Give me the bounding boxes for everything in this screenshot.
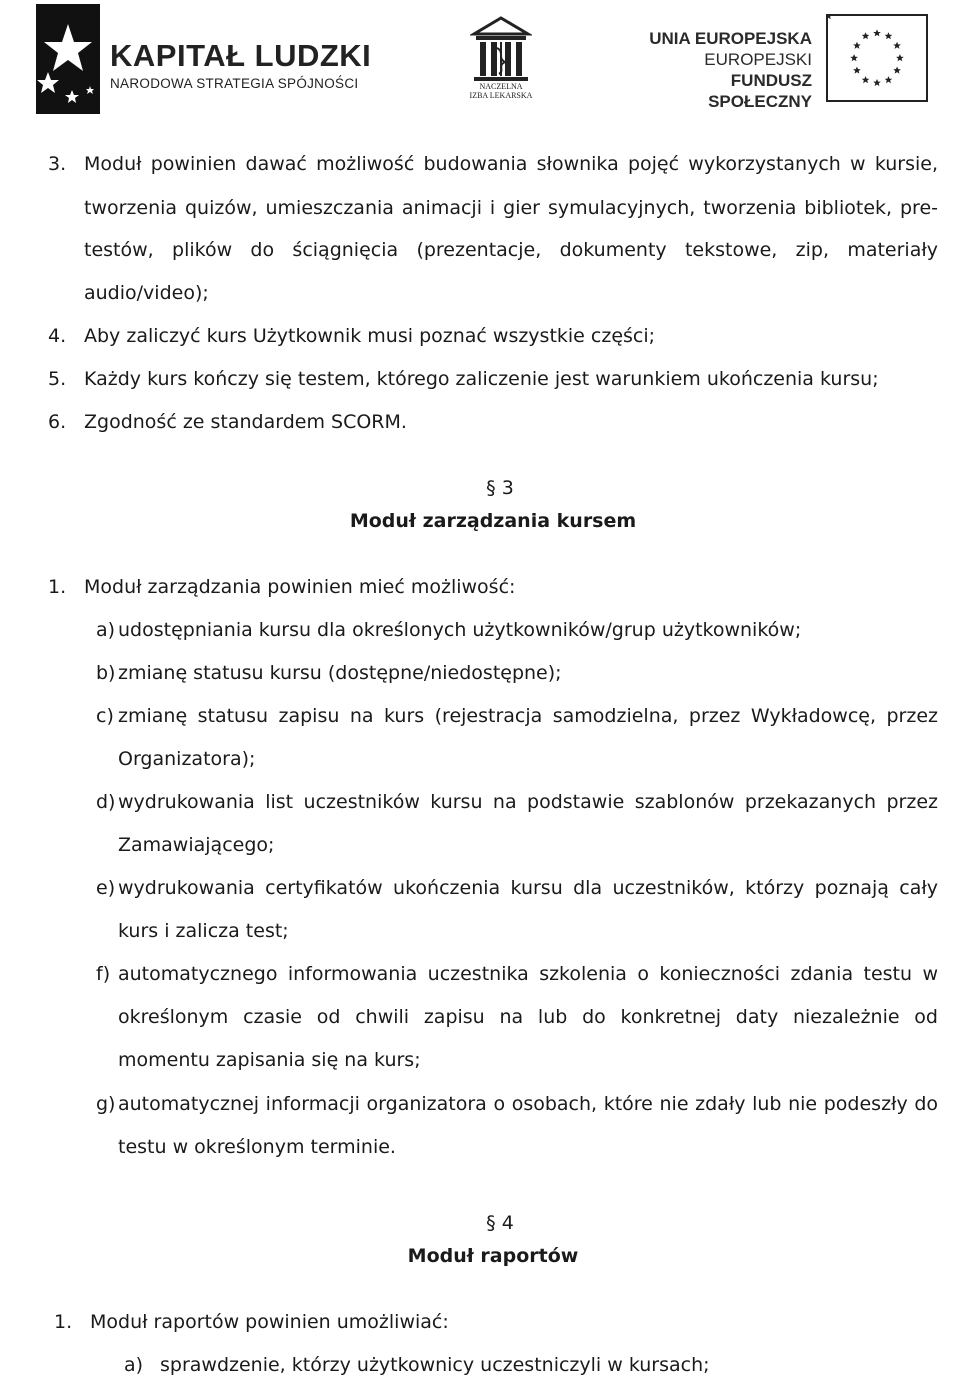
list-item-text: Moduł zarządzania powinien mieć możliwość: [84,576,516,598]
list-item-text: testów, plików do ściągnięcia (prezentacje, dokumenty tekstowe, zip, materiały [84,239,938,261]
sublist-item-text: automatycznego informowania uczestnika szkolenia o konieczności zdania testu w [118,963,938,985]
nil-caption-line: IZBA LEKARSKA [469,91,533,100]
unia-europejska-wordmark [640,28,812,112]
sublist-item-text: udostępniania kursu dla określonych użytkowników/grup użytkowników; [118,619,802,641]
sublist-item-text: zmianę statusu kursu (dostępne/niedostępne); [118,662,562,684]
kapital-ludzki-logo-icon [28,2,100,114]
section-title: Moduł raportów [407,1245,579,1267]
list-item-text: tworzenia quizów, umieszczania animacji i gier symulacyjnych, tworzenia bibliotek, pre- [84,197,938,219]
list-number: 5. [48,368,67,390]
list-item-text: Moduł raportów powinien umożliwiać: [90,1311,449,1333]
sublist-letter: c) [96,705,114,727]
ue-line-1: UNIA EUROPEJSKA [649,29,812,48]
sublist-letter: d) [96,791,116,813]
ue-line-3: FUNDUSZ SPOŁECZNY [708,71,812,111]
page-header [0,0,960,118]
sublist-letter: f) [96,963,111,985]
sublist-letter: a) [96,619,116,641]
list-item-text: Zgodność ze standardem SCORM. [84,411,407,433]
sublist-letter: b) [96,662,116,684]
sublist-letter: a) [124,1354,144,1376]
list-number: 1. [48,576,67,598]
sublist-item-text: wydrukowania certyfikatów ukończenia kursu dla uczestników, którzy poznają cały [118,877,938,899]
list-number: 4. [48,325,67,347]
sublist-item-text: sprawdzenie, którzy użytkownicy uczestniczyli w kursach; [160,1354,710,1376]
list-item-text: Każdy kurs kończy się testem, którego zaliczenie jest warunkiem ukończenia kursu; [84,368,879,390]
sublist-item-text: określonym czasie od chwili zapisu na lub do konkretnej daty niezależnie od [118,1006,938,1028]
sublist-item-text: Organizatora); [118,748,256,770]
sublist-item-text: zmianę statusu zapisu na kurs (rejestracja samodzielna, przez Wykładowcę, przez [118,705,938,727]
sublist-letter: e) [96,877,116,899]
kapital-ludzki-title: KAPITAŁ LUDZKI [110,38,372,73]
eu-flag-icon [826,14,928,102]
sublist-item-text: Zamawiającego; [118,834,275,856]
sublist-item-text: wydrukowania list uczestników kursu na podstawie szablonów przekazanych przez [118,791,938,813]
kapital-ludzki-subtitle: NARODOWA STRATEGIA SPÓJNOŚCI [110,76,359,91]
list-item-text: audio/video); [84,282,209,304]
sublist-item-text: automatycznej informacji organizatora o osobach, które nie zdały lub nie podeszły do [118,1093,938,1115]
section-paragraph-mark: § 3 [486,477,514,499]
list-item-text: Moduł powinien dawać możliwość budowania słownika pojęć wykorzystanych w kursie, [84,153,938,175]
list-number: 1. [54,1311,73,1333]
nil-caption-line: NACZELNA [479,82,523,91]
section-paragraph-mark: § 4 [486,1212,514,1234]
sublist-item-text: testu w określonym terminie. [118,1136,396,1158]
sublist-item-text: kurs i zalicza test; [118,920,289,942]
sublist-letter: g) [96,1093,116,1115]
sublist-item-text: momentu zapisania się na kurs; [118,1049,421,1071]
list-number: 3. [48,153,67,175]
section-title: Moduł zarządzania kursem [349,510,637,532]
list-number: 6. [48,411,67,433]
ue-line-2: EUROPEJSKI [704,50,812,69]
list-item-text: Aby zaliczyć kurs Użytkownik musi poznać wszystkie części; [84,325,656,347]
naczelna-izba-lekarska-caption [466,82,536,100]
kapital-ludzki-wordmark [110,40,371,91]
